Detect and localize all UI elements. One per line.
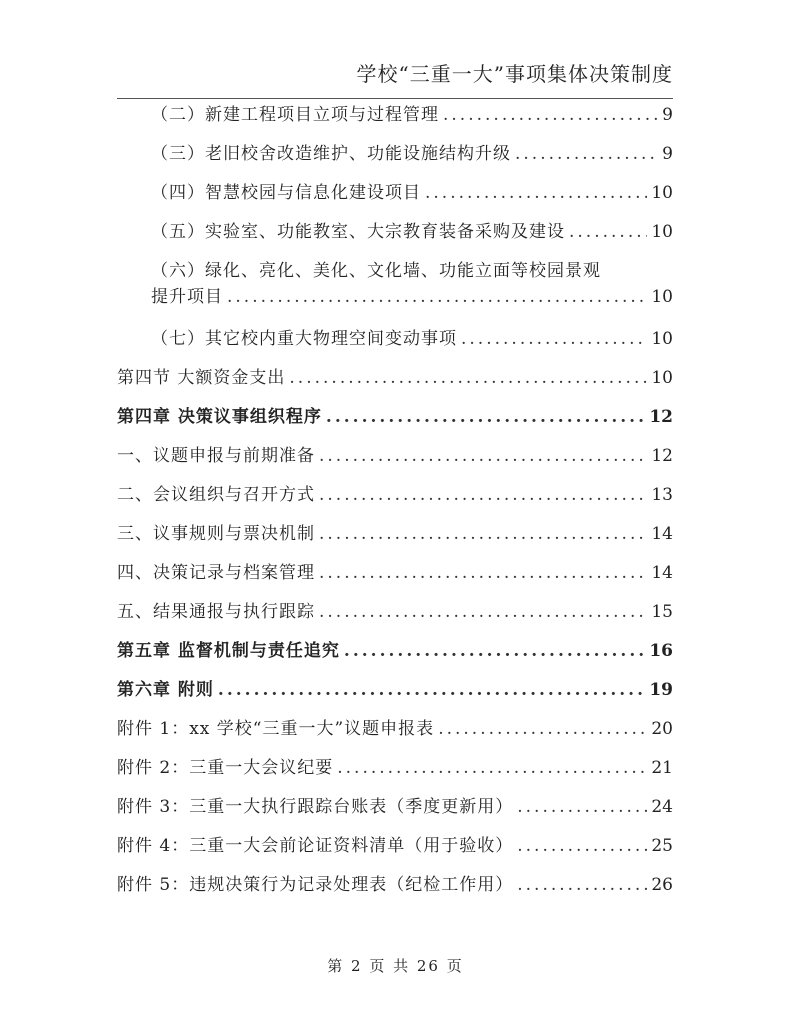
toc-entry-page-number: 10 <box>651 368 673 388</box>
toc-entry-page-number: 16 <box>649 641 673 661</box>
toc-leader-dots <box>517 833 647 859</box>
toc-leader-dots <box>319 599 647 625</box>
toc-entry-page-number: 15 <box>651 602 673 622</box>
toc-entry-label: （四）智慧校园与信息化建设项目 <box>151 183 421 203</box>
toc-entry-label: 附件 5：违规决策行为记录处理表（纪检工作用） <box>117 875 514 895</box>
toc-entry[interactable] <box>117 755 673 781</box>
toc-entry-page-number: 10 <box>651 287 673 307</box>
toc-entry-label: （七）其它校内重大物理空间变动事项 <box>151 329 457 349</box>
toc-entry-page-number: 9 <box>662 144 673 164</box>
toc-entry[interactable] <box>117 872 673 898</box>
toc-entry[interactable] <box>117 219 673 245</box>
toc-leader-dots <box>443 102 658 128</box>
toc-leader-dots <box>515 141 658 167</box>
toc-entry-label: 五、结果通报与执行跟踪 <box>117 602 315 622</box>
toc-entry-page-number: 24 <box>651 797 673 817</box>
toc-entry-page-number: 20 <box>651 719 673 739</box>
toc-entry-page-number: 14 <box>651 563 673 583</box>
toc-entry[interactable] <box>117 794 673 820</box>
toc-entry-page-number: 13 <box>651 485 673 505</box>
toc-entry-label: （二）新建工程项目立项与过程管理 <box>151 105 439 125</box>
toc-leader-dots <box>319 482 647 508</box>
document-header-title: 学校“三重一大”事项集体决策制度 <box>356 62 673 86</box>
toc-entry[interactable] <box>117 833 673 859</box>
toc-entry-page-number: 19 <box>649 680 673 700</box>
toc-leader-dots <box>344 638 645 664</box>
toc-entry[interactable] <box>117 560 673 586</box>
toc-entry[interactable] <box>117 716 673 742</box>
toc-entry-label: 第四章 决策议事组织程序 <box>117 407 322 427</box>
toc-leader-dots <box>438 716 647 742</box>
toc-leader-dots <box>569 219 647 245</box>
toc-leader-dots <box>319 443 647 469</box>
toc-entry[interactable] <box>117 521 673 547</box>
toc-entry[interactable] <box>117 180 673 206</box>
toc-entry-label: 附件 3：三重一大执行跟踪台账表（季度更新用） <box>117 797 514 817</box>
toc-leader-dots <box>517 794 647 820</box>
toc-entry[interactable] <box>117 677 673 703</box>
toc-entry-label: 第六章 附则 <box>117 680 214 700</box>
toc-entry-label: 提升项目 <box>151 287 223 307</box>
toc-leader-dots <box>227 284 647 310</box>
toc-entry-label: （五）实验室、功能教室、大宗教育装备采购及建设 <box>151 222 565 242</box>
toc-entry-label-line1: （六）绿化、亮化、美化、文化墙、功能立面等校园景观 <box>151 261 601 281</box>
toc-entry[interactable] <box>117 326 673 352</box>
toc-entry[interactable] <box>117 482 673 508</box>
toc-leader-dots <box>517 872 647 898</box>
toc-entry-page-number: 10 <box>651 222 673 242</box>
toc-entry-page-number: 12 <box>651 446 673 466</box>
toc-entry[interactable] <box>117 102 673 128</box>
toc-entry[interactable] <box>117 258 673 310</box>
page-number-footer: 第 2 页 共 26 页 <box>327 957 464 975</box>
toc-entry-page-number: 21 <box>651 758 673 778</box>
toc-entry[interactable] <box>117 141 673 167</box>
toc-entry-label: 附件 1：xx 学校“三重一大”议题申报表 <box>117 719 435 739</box>
toc-entry-label: 附件 2：三重一大会议纪要 <box>117 758 334 778</box>
toc-leader-dots <box>425 180 647 206</box>
toc-entry-page-number: 9 <box>662 105 673 125</box>
toc-entry-page-number: 10 <box>651 183 673 203</box>
toc-entry-label: 三、议事规则与票决机制 <box>117 524 315 544</box>
toc-leader-dots <box>289 365 647 391</box>
toc-entry-page-number: 12 <box>649 407 673 427</box>
toc-entry-label: （三）老旧校舍改造维护、功能设施结构升级 <box>151 144 511 164</box>
toc-leader-dots <box>326 404 645 430</box>
toc-entry[interactable] <box>117 404 673 430</box>
toc-entry-label: 一、议题申报与前期准备 <box>117 446 315 466</box>
toc-entry-page-number: 25 <box>651 836 673 856</box>
toc-leader-dots <box>319 521 647 547</box>
toc-entry-page-number: 10 <box>651 329 673 349</box>
toc-entry[interactable] <box>117 443 673 469</box>
toc-entry[interactable] <box>117 638 673 664</box>
header-divider <box>117 98 673 99</box>
toc-entry-label: 第四节 大额资金支出 <box>117 368 286 388</box>
toc-entry[interactable] <box>117 599 673 625</box>
toc-entry-label: 附件 4：三重一大会前论证资料清单（用于验收） <box>117 836 514 856</box>
toc-entry-label: 二、会议组织与召开方式 <box>117 485 315 505</box>
toc-leader-dots <box>319 560 647 586</box>
toc-entry-label: 第五章 监督机制与责任追究 <box>117 641 340 661</box>
toc-entry-page-number: 26 <box>651 875 673 895</box>
toc-entry-page-number: 14 <box>651 524 673 544</box>
toc-leader-dots <box>337 755 647 781</box>
toc-entry[interactable] <box>117 365 673 391</box>
toc-leader-dots <box>218 677 645 703</box>
toc-entry-label: 四、决策记录与档案管理 <box>117 563 315 583</box>
toc-leader-dots <box>461 326 647 352</box>
